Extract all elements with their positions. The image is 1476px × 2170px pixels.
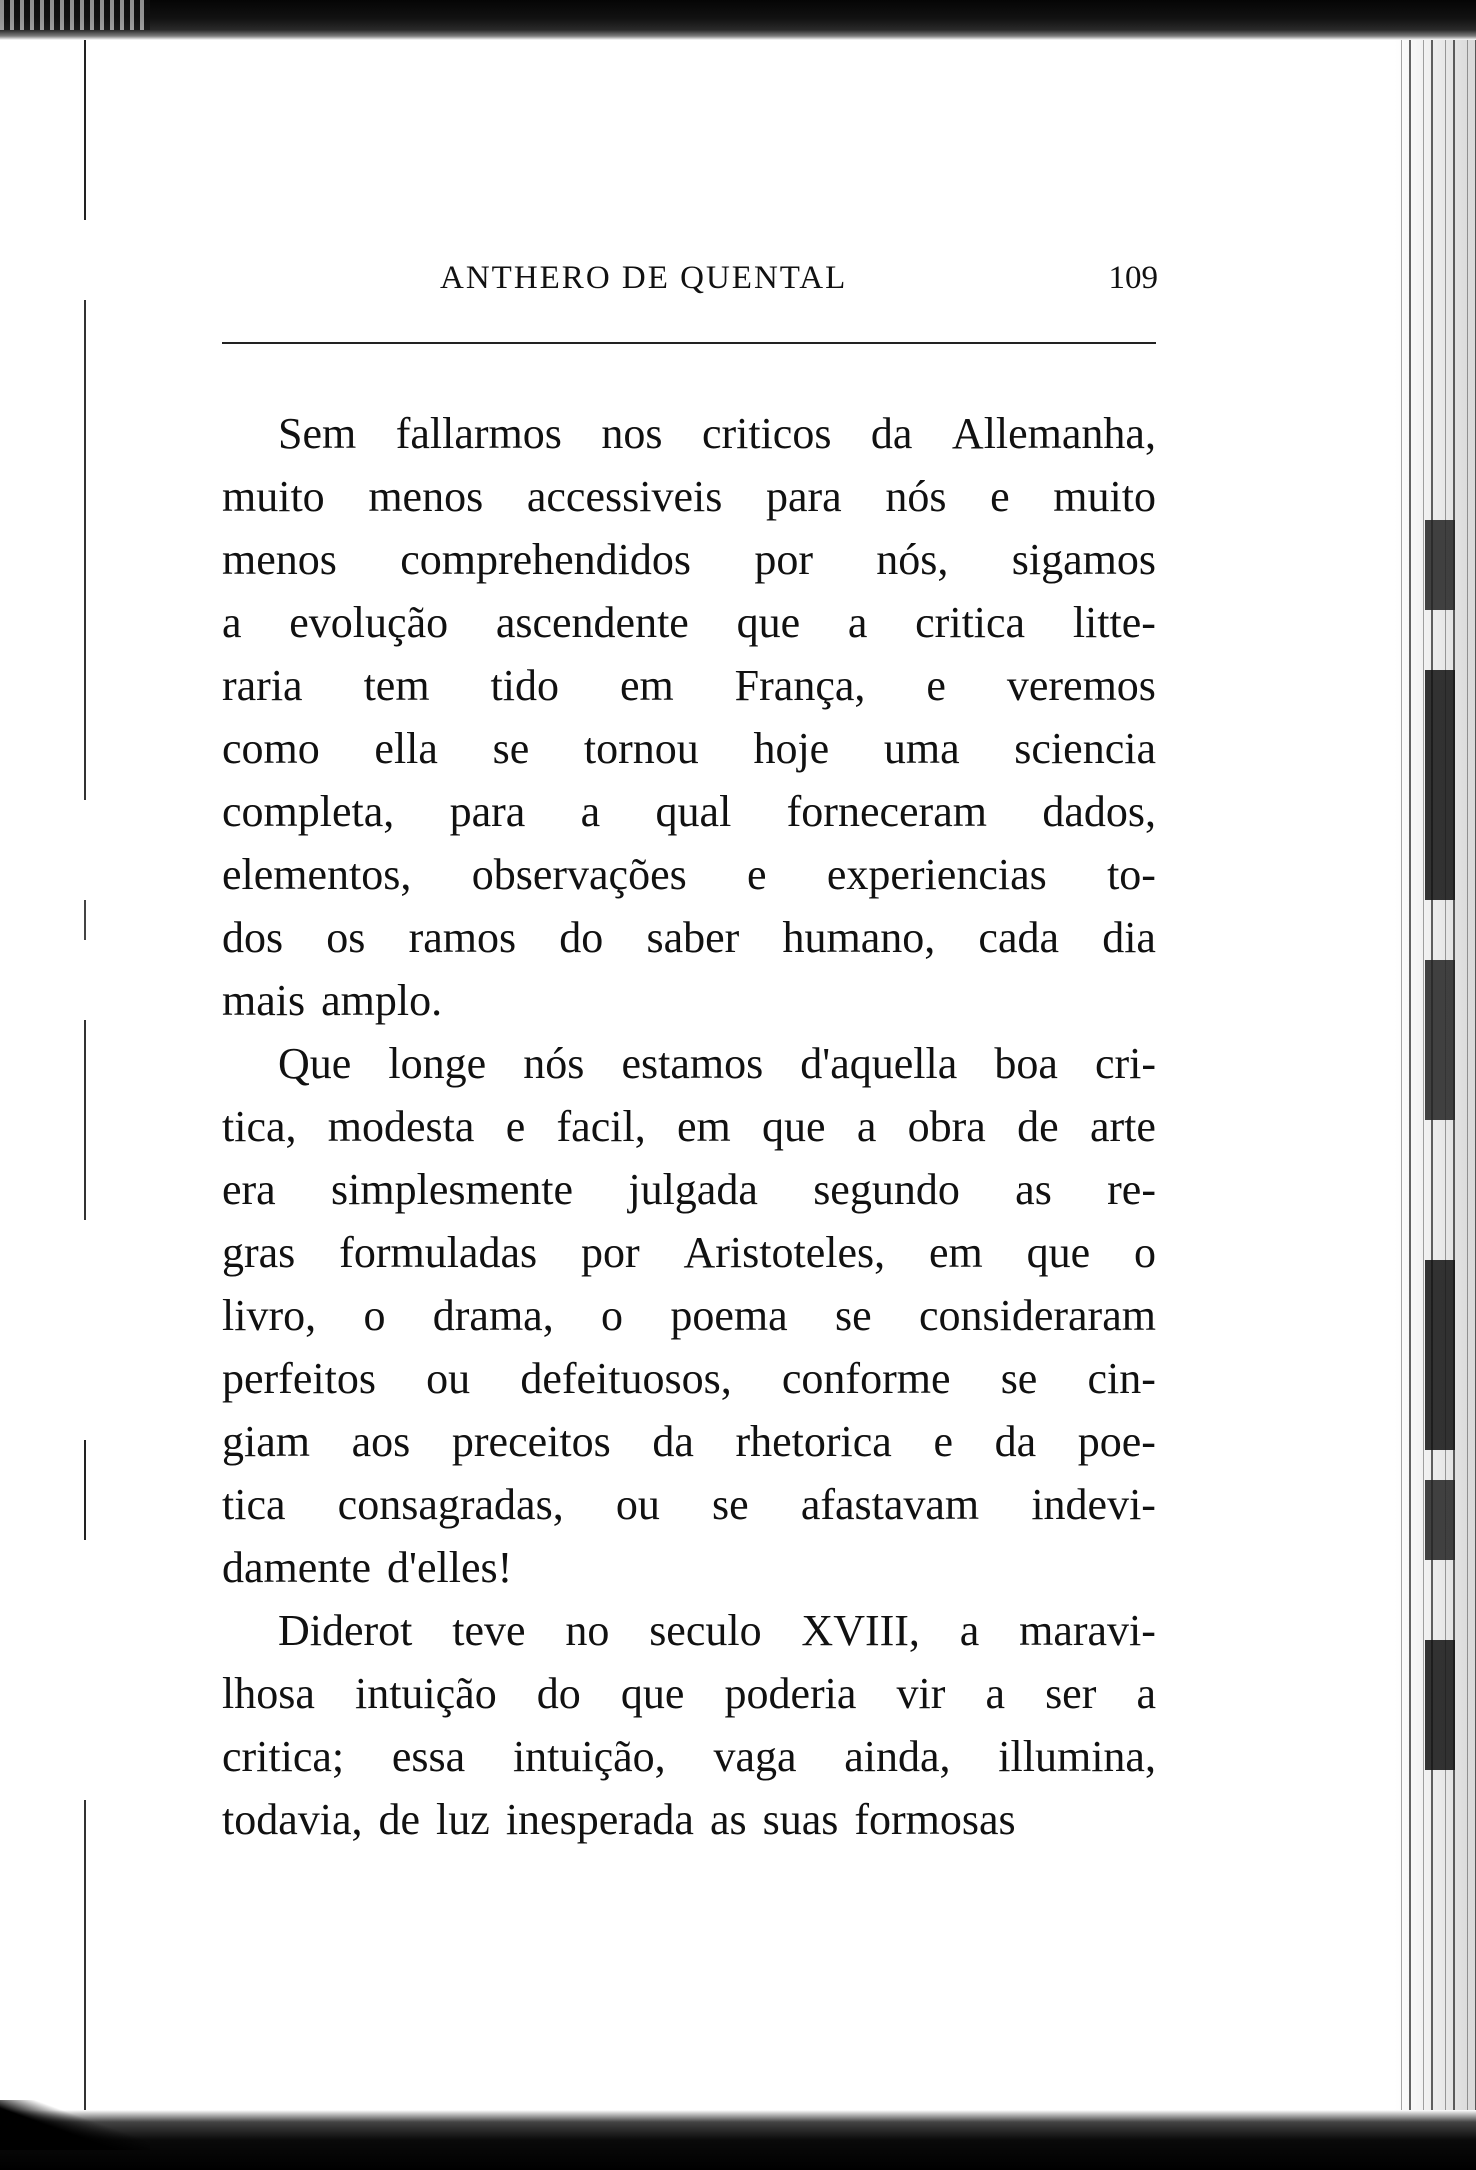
scan-top-edge xyxy=(0,0,1476,40)
text-line: perfeitos ou defeituosos, conforme se cin- xyxy=(222,1354,1156,1403)
running-head xyxy=(222,258,1162,298)
text-line: completa, para a qual forneceram dados, xyxy=(222,787,1156,836)
text-line: elementos, observações e experiencias to- xyxy=(222,850,1156,899)
text-line: menos comprehendidos por nós, sigamos xyxy=(222,535,1156,584)
text-line: a evolução ascendente que a critica litte- xyxy=(222,598,1156,647)
text-line: era simplesmente julgada segundo as re- xyxy=(222,1165,1156,1214)
running-title: ANTHERO DE QUENTAL xyxy=(440,260,848,296)
text-line: Diderot teve no seculo XVIII, a maravi- xyxy=(278,1606,1156,1655)
text-line: raria tem tido em França, e veremos xyxy=(222,661,1156,710)
text-line: todavia, de luz inesperada as suas formosas xyxy=(222,1795,1016,1844)
text-line: Que longe nós estamos d'aquella boa cri- xyxy=(278,1039,1156,1088)
scan-bottom-left-artifact xyxy=(0,2100,150,2150)
body-text xyxy=(222,402,1156,1851)
scan-bottom-edge xyxy=(0,2110,1476,2170)
text-line: damente d'elles! xyxy=(222,1543,513,1592)
scan-left-margin-line xyxy=(84,40,86,2120)
text-line: Sem fallarmos nos criticos da Allemanha, xyxy=(278,409,1156,458)
text-line: livro, o drama, o poema se consideraram xyxy=(222,1291,1156,1340)
text-line: gras formuladas por Aristoteles, em que o xyxy=(222,1228,1156,1277)
scan-top-left-artifact xyxy=(0,0,150,30)
scan-right-edge-marks xyxy=(1425,520,1455,1770)
page-number: 109 xyxy=(1108,260,1158,296)
header-rule xyxy=(222,342,1156,344)
text-line: lhosa intuição do que poderia vir a ser a xyxy=(222,1669,1156,1718)
text-line: muito menos accessiveis para nós e muito xyxy=(222,472,1156,521)
text-line: tica, modesta e facil, em que a obra de arte xyxy=(222,1102,1156,1151)
paragraph xyxy=(222,1032,1156,1599)
paragraph xyxy=(222,1599,1156,1851)
paragraph xyxy=(222,402,1156,1032)
text-line: critica; essa intuição, vaga ainda, illumina, xyxy=(222,1732,1156,1781)
text-line: dos os ramos do saber humano, cada dia xyxy=(222,913,1156,962)
text-line: como ella se tornou hoje uma sciencia xyxy=(222,724,1156,773)
text-line: giam aos preceitos da rhetorica e da poe- xyxy=(222,1417,1156,1466)
text-line: tica consagradas, ou se afastavam indevi- xyxy=(222,1480,1156,1529)
text-line: mais amplo. xyxy=(222,976,443,1025)
